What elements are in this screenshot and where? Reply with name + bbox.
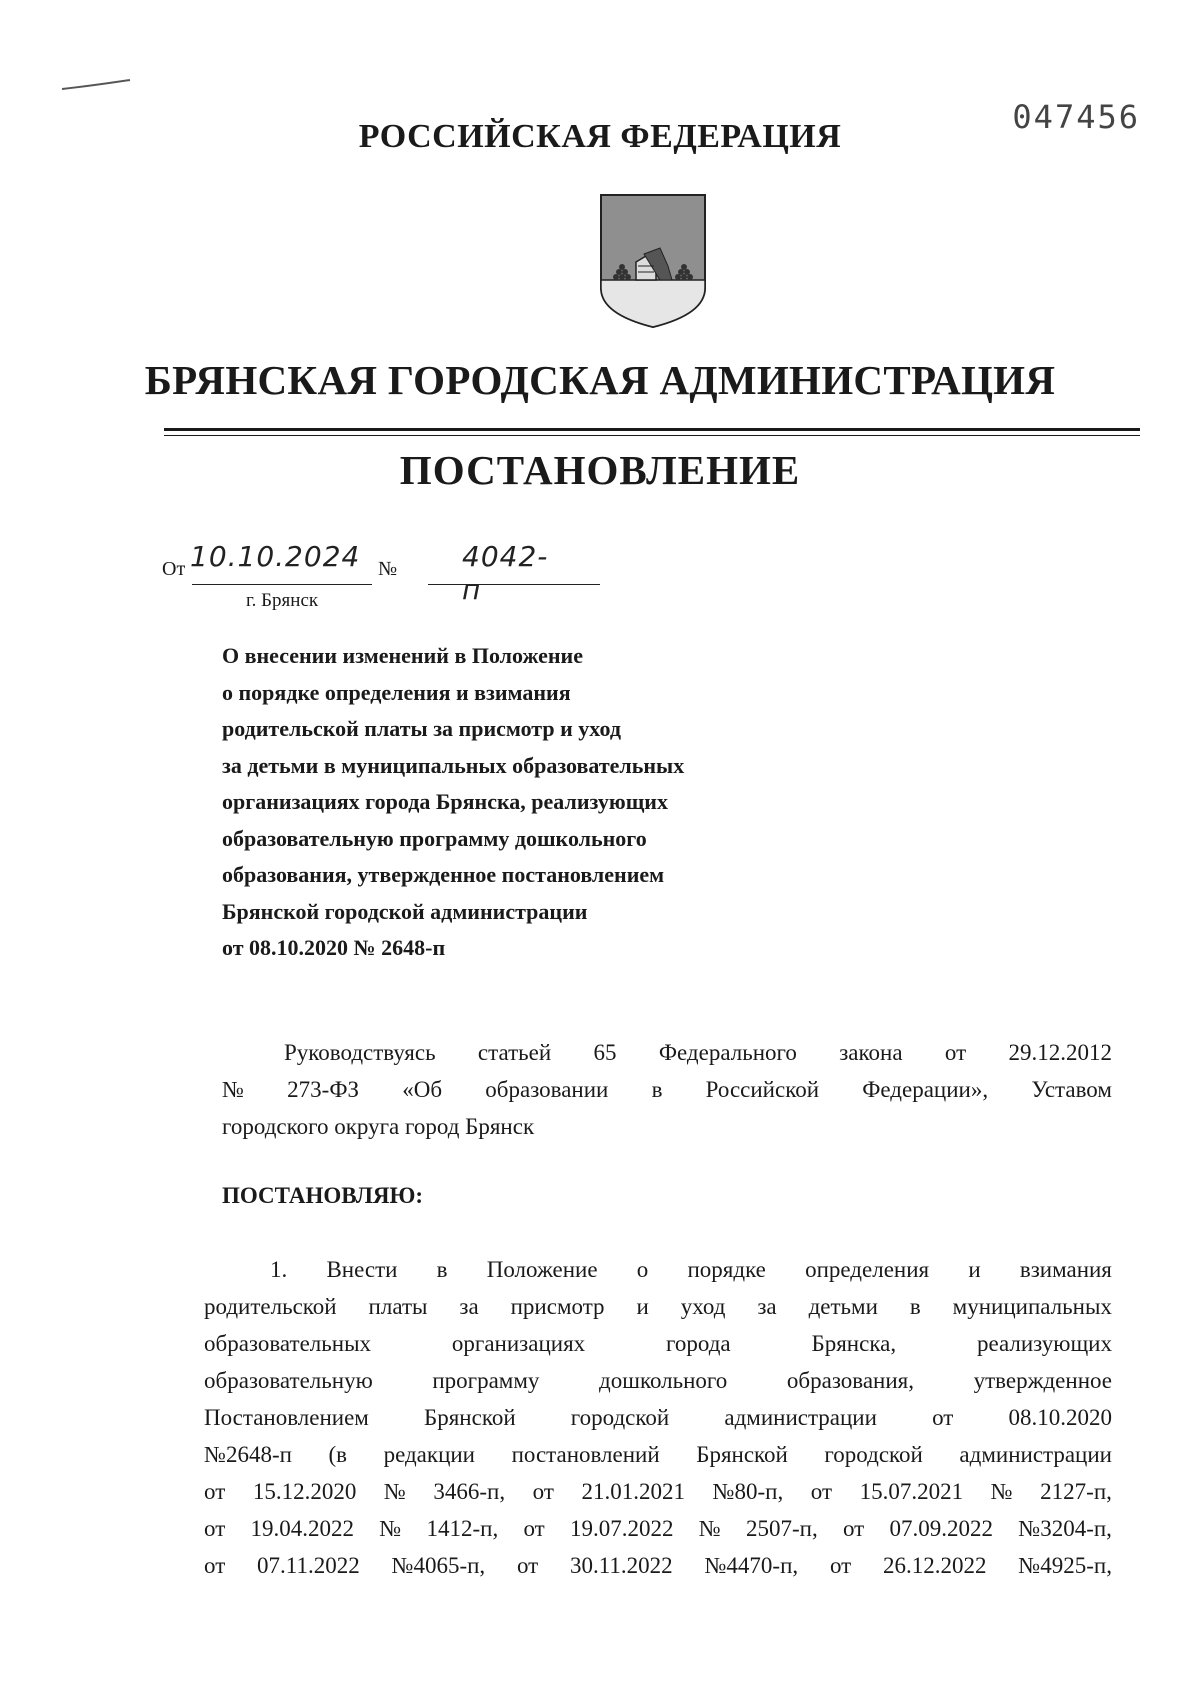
- paragraph-line: [222, 1034, 1112, 1071]
- word: образования,: [786, 1368, 914, 1393]
- word: порядке: [687, 1257, 766, 1282]
- word: «Об: [402, 1077, 443, 1102]
- word: №: [222, 1077, 244, 1102]
- word: уход: [680, 1294, 726, 1319]
- word: Брянска,: [811, 1331, 897, 1356]
- word: от: [204, 1479, 226, 1504]
- word: за: [459, 1294, 479, 1319]
- decree-word: ПОСТАНОВЛЯЮ:: [222, 1183, 424, 1208]
- word: №3204-п,: [1018, 1516, 1112, 1541]
- word: №: [698, 1516, 721, 1541]
- word: образовательную: [204, 1368, 373, 1393]
- administration-heading: БРЯНСКАЯ ГОРОДСКАЯ АДМИНИСТРАЦИЯ: [144, 357, 1056, 403]
- word: детьми: [808, 1294, 878, 1319]
- coat-of-arms-icon: [598, 192, 708, 330]
- word: Российской: [705, 1077, 820, 1102]
- word: дошкольного: [599, 1368, 728, 1393]
- word: родительской: [204, 1294, 337, 1319]
- word: 2507-п,: [745, 1516, 818, 1541]
- item-1-paragraph: [204, 1251, 1112, 1584]
- word: №4065-п,: [391, 1553, 486, 1578]
- paragraph-line: [222, 1071, 1112, 1108]
- word: платы: [368, 1294, 428, 1319]
- subject-line: от 08.10.2020 № 2648-п: [222, 935, 446, 960]
- subject-line: Брянской городской администрации: [222, 898, 588, 924]
- word: 19.04.2022: [250, 1516, 355, 1541]
- word: Брянской: [696, 1442, 788, 1467]
- word: образовательных: [204, 1331, 372, 1356]
- word: городской: [570, 1405, 670, 1430]
- word: в: [909, 1294, 921, 1319]
- word: №4470-п,: [704, 1553, 799, 1578]
- number-value: 4042-п: [462, 540, 549, 606]
- date-label: От: [162, 558, 186, 580]
- word: Федерального: [658, 1040, 797, 1065]
- paragraph-line: [204, 1399, 1112, 1436]
- word: 19.07.2022: [570, 1516, 674, 1541]
- word: муниципальных: [952, 1294, 1112, 1319]
- document-subject: [222, 638, 684, 967]
- header-divider-thin: [164, 435, 1140, 436]
- word: 30.11.2022: [570, 1553, 673, 1578]
- word: городской: [824, 1442, 923, 1467]
- word: №: [990, 1479, 1013, 1504]
- word: Постановлением: [204, 1405, 369, 1430]
- paragraph-line: [204, 1362, 1112, 1399]
- country-heading: РОССИЙСКАЯ ФЕДЕРАЦИЯ: [358, 118, 842, 155]
- subject-line: О внесении изменений в Положение: [222, 643, 583, 668]
- word: программу: [432, 1368, 540, 1393]
- paragraph-line: [204, 1251, 1112, 1288]
- word: от: [204, 1553, 226, 1578]
- preamble-paragraph: [222, 1034, 1112, 1145]
- word: за: [757, 1294, 777, 1319]
- serial-number: 047456: [1012, 98, 1140, 136]
- word: администрации: [724, 1405, 877, 1430]
- word: Внести: [326, 1257, 398, 1282]
- word: №: [383, 1479, 406, 1504]
- word: 1412-п,: [426, 1516, 499, 1541]
- word: организациях: [451, 1331, 586, 1356]
- header-divider: [164, 428, 1140, 431]
- word: статьей: [477, 1040, 552, 1065]
- word: взимания: [1019, 1257, 1112, 1282]
- word: и: [636, 1294, 649, 1319]
- word: 07.09.2022: [889, 1516, 993, 1541]
- subject-line: организациях города Брянска, реализующих: [222, 789, 668, 814]
- word: от: [516, 1553, 539, 1578]
- word: закона: [839, 1040, 903, 1065]
- word: о: [636, 1257, 649, 1282]
- word: от: [810, 1479, 833, 1504]
- word: 15.12.2020: [252, 1479, 357, 1504]
- word: 3466-п,: [433, 1479, 506, 1504]
- word: от: [932, 1405, 954, 1430]
- word: определения: [805, 1257, 930, 1282]
- word: 07.11.2022: [257, 1553, 360, 1578]
- word: образовании: [485, 1077, 609, 1102]
- word: Положение: [486, 1257, 598, 1282]
- word: от: [829, 1553, 852, 1578]
- word: 273-ФЗ: [287, 1077, 360, 1102]
- word: №80-п,: [712, 1479, 784, 1504]
- word: Уставом: [1031, 1077, 1112, 1102]
- subject-line: родительской платы за присмотр и уход: [222, 716, 621, 741]
- word: от: [944, 1040, 967, 1065]
- word: в: [436, 1257, 448, 1282]
- word: 2127-п,: [1040, 1479, 1112, 1504]
- subject-line: за детьми в муниципальных образовательных: [222, 752, 685, 778]
- word: 15.07.2021: [859, 1479, 964, 1504]
- subject-line: о порядке определения и взимания: [222, 679, 571, 705]
- pen-stroke-mark: [60, 78, 132, 92]
- word: города: [666, 1331, 731, 1356]
- date-underline: [192, 584, 372, 585]
- word: от: [842, 1516, 865, 1541]
- word: Руководствуясь: [284, 1040, 436, 1065]
- word: постановлений: [511, 1442, 660, 1467]
- paragraph-line: [204, 1473, 1112, 1510]
- word: 08.10.2020: [1008, 1405, 1112, 1430]
- word: 26.12.2022: [882, 1553, 987, 1578]
- word: и: [968, 1257, 981, 1282]
- word: №4925-п,: [1018, 1553, 1112, 1578]
- word: утвержденное: [973, 1368, 1112, 1393]
- word: Брянской: [424, 1405, 516, 1430]
- word: редакции: [383, 1442, 475, 1467]
- date-value: 10.10.2024: [190, 540, 361, 573]
- word: №: [379, 1516, 402, 1541]
- word: 65: [593, 1040, 617, 1065]
- number-label: №: [378, 558, 398, 580]
- paragraph-line: [204, 1510, 1112, 1547]
- city-label: г. Брянск: [246, 590, 319, 611]
- word: от: [204, 1516, 226, 1541]
- subject-line: образования, утвержденное постановлением: [222, 862, 665, 887]
- word: 21.01.2021: [581, 1479, 685, 1504]
- word: Федерации»,: [862, 1077, 989, 1102]
- paragraph-line: [204, 1288, 1112, 1325]
- number-underline: [428, 584, 600, 585]
- paragraph-line: городского округа город Брянск: [222, 1114, 535, 1139]
- word: №2648-п: [204, 1442, 292, 1467]
- subject-line: образовательную программу дошкольного: [222, 825, 647, 851]
- word: реализующих: [976, 1331, 1112, 1356]
- word: 29.12.2012: [1008, 1040, 1112, 1065]
- document-type-heading: ПОСТАНОВЛЕНИЕ: [399, 447, 801, 493]
- word: от: [523, 1516, 545, 1541]
- word: 1.: [270, 1257, 288, 1282]
- paragraph-line: [204, 1436, 1112, 1473]
- word: присмотр: [510, 1294, 605, 1319]
- word: от: [532, 1479, 554, 1504]
- word: администрации: [959, 1442, 1112, 1467]
- paragraph-line: [204, 1547, 1112, 1584]
- word: (в: [328, 1442, 348, 1467]
- word: в: [651, 1077, 663, 1102]
- paragraph-line: [204, 1325, 1112, 1362]
